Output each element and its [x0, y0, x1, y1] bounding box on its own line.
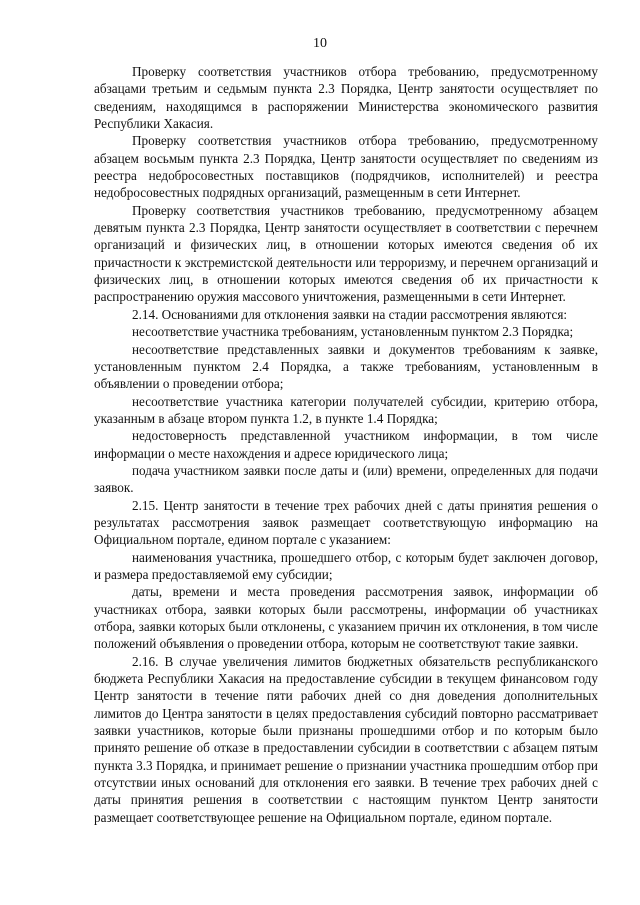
paragraph-rejection-reason: несоответствие участника категории получателей субсидии, критерию отбора, указанным в абзаце втором пункта 1.2, в пункте 1.4 Порядка;: [94, 393, 598, 426]
paragraph-publication-item: даты, времени и места проведения рассмотрения заявок, информации об участниках отбора, заявки которых были рассмотрены, информации об участниках отбора, заявки которых были отклонены, с указанием причин их отклонения, в том числе положений объявления о проведении отбора, которым не соответствуют такие заявки.: [94, 584, 598, 652]
paragraph-publication-item: наименования участника, прошедшего отбор, с которым будет заключен договор, и размера предоставляемой ему субсидии;: [94, 549, 598, 582]
paragraph-2-15: 2.15. Центр занятости в течение трех рабочих дней с даты принятия решения о результатах рассмотрения заявок размещает соответствующую информацию на Официальном портале, едином портале с указанием:: [94, 497, 598, 548]
page-number: 10: [313, 36, 327, 51]
document-body: [94, 63, 598, 826]
paragraph-rejection-reason: несоответствие представленных заявки и документов требованиям к заявке, установленным пунктом 2.4 Порядка, а также требованиям, установленным в объявлении о проведении отбора;: [94, 341, 598, 392]
paragraph-rejection-reason: подача участником заявки после даты и (или) времени, определенных для подачи заявок.: [94, 462, 598, 496]
paragraph-check-extremism: Проверку соответствия участников требованию, предусмотренному абзацем девятым пункта 2.3 Порядка, Центр занятости осуществляет в соответствии с перечнем организаций и физических лиц, в отношении которых имеются сведения об их причастности к экстремистской деятельности или терроризму, и перечнем организаций и физических лиц, в отношении которых имеются сведения об их причастности к распространению оружия массового уничтожения, размещенными в сети Интернет.: [94, 202, 598, 305]
paragraph-check-ministry: Проверку соответствия участников отбора требованию, предусмотренному абзацами третьим и седьмым пункта 2.3 Порядка, Центр занятости осуществляет по сведениям, находящимся в распоряжении Министерства экономического развития Республики Хакасия.: [94, 64, 598, 132]
paragraph-rejection-reason: несоответствие участника требованиям, установленным пунктом 2.3 Порядка;: [132, 324, 574, 340]
paragraph-2-16: 2.16. В случае увеличения лимитов бюджетных обязательств республиканского бюджета Республики Хакасия на предоставление субсидии в текущем финансовом году Центр занятости в течение пяти рабочих дней со дня доведения дополнительных лимитов до Центра занятости в целях предоставления субсидий повторно рассматривает заявки участников, которые были признаны прошедшими отбор и по которым было принято решение об отказе в предоставлении субсидии в соответствии с абзацем пятым пункта 3.3 Порядка, и принимает решение о признании участника прошедшим отбор при отсутствии иных оснований для отклонения его заявки. В течение трех рабочих дней с даты принятия решения в соответствии с настоящим пунктом Центр занятости размещает соответствующее решение на Официальном портале, едином портале.: [94, 653, 598, 825]
paragraph-check-registry: Проверку соответствия участников отбора требованию, предусмотренному абзацем восьмым пункта 2.3 Порядка, Центр занятости осуществляет по сведениям из реестра недобросовестных поставщиков (подрядчиков, исполнителей) и реестра недобросовестных подрядных организаций, размещенным в сети Интернет.: [94, 133, 598, 201]
paragraph-rejection-reason: недостоверность представленной участником информации, в том числе информации о месте нахождения и адресе юридического лица;: [94, 428, 598, 461]
paragraph-2-14-heading: 2.14. Основаниями для отклонения заявки на стадии рассмотрения являются:: [132, 306, 568, 322]
